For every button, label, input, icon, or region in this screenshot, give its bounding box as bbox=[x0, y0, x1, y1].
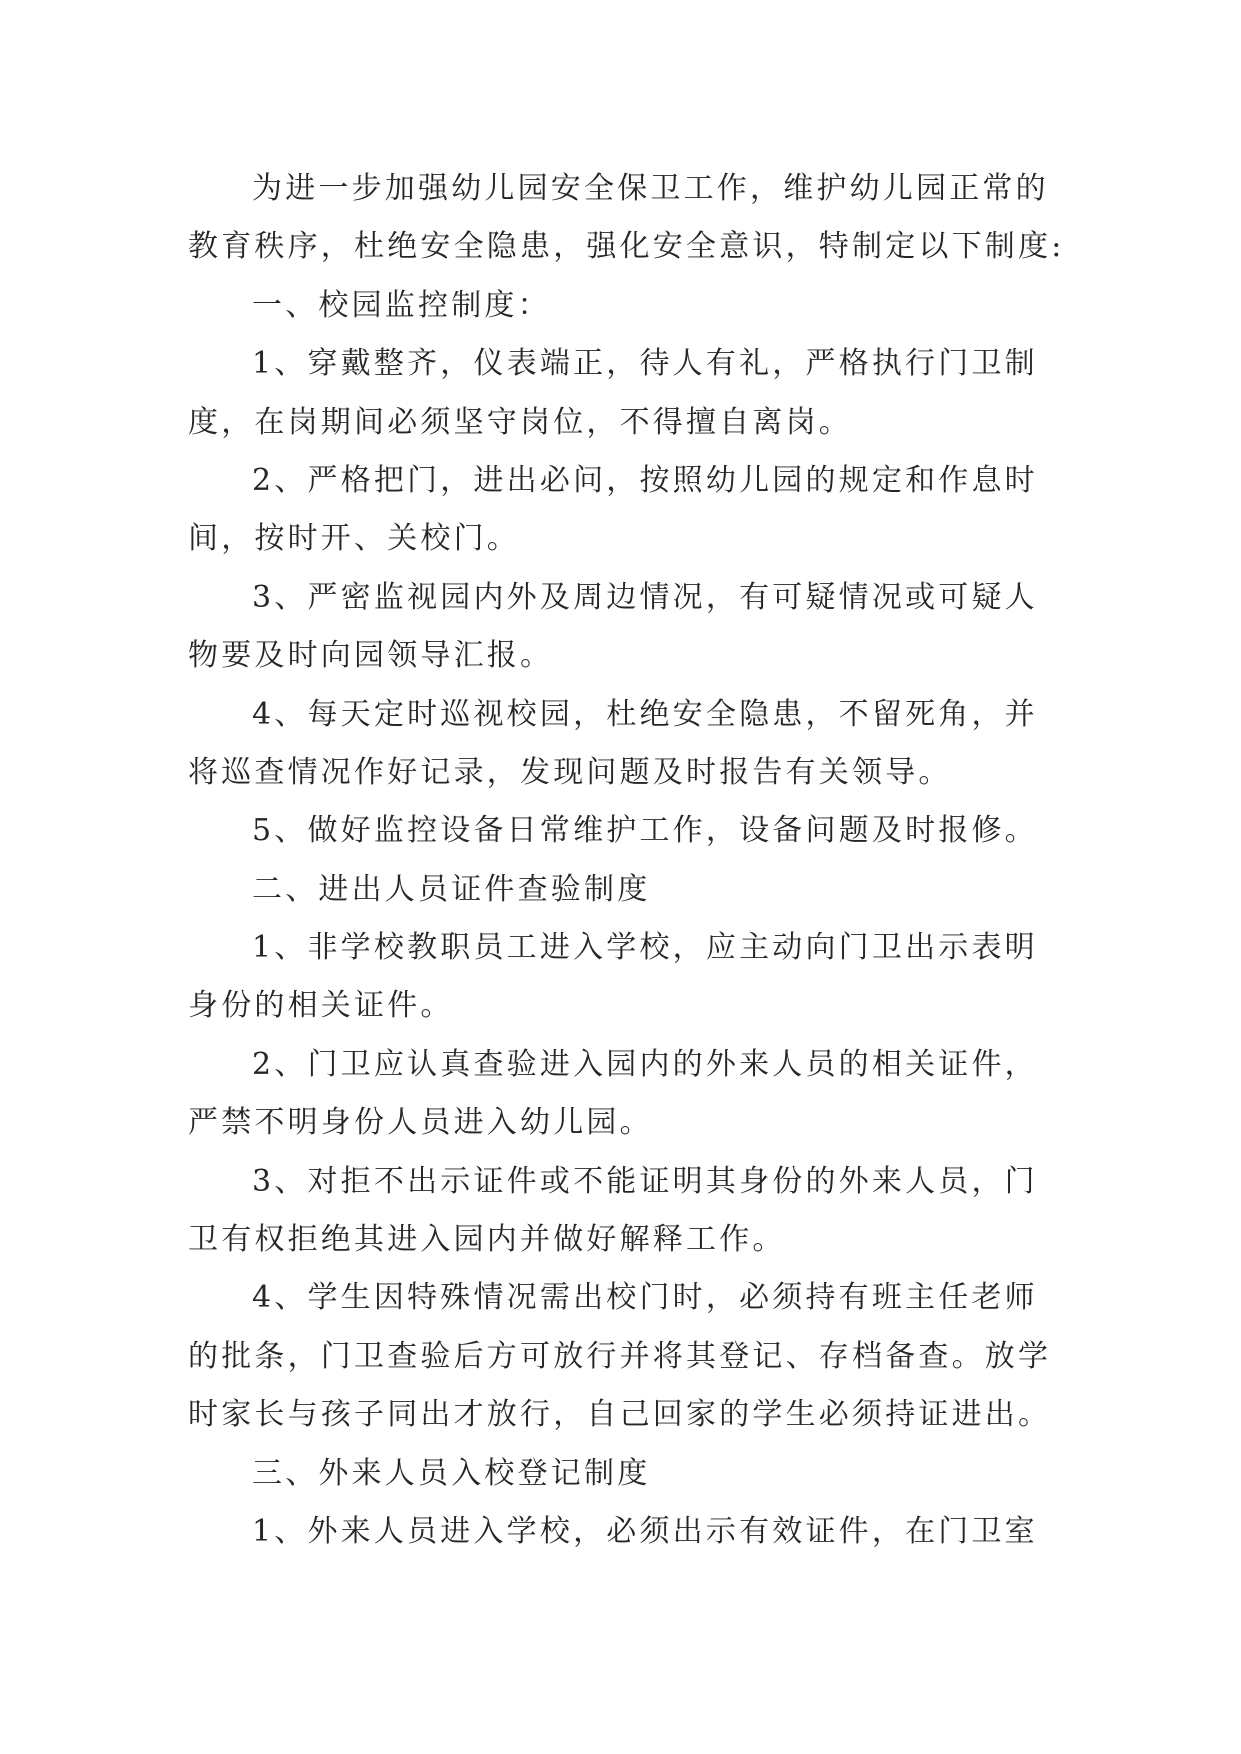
text-line: 1、外来人员进入学校，必须出示有效证件，在门卫室 bbox=[252, 1513, 1038, 1549]
text-line: 身份的相关证件。 bbox=[188, 988, 454, 1024]
text-line: 一、校园监控制度： bbox=[252, 287, 551, 323]
text-line: 三、外来人员入校登记制度 bbox=[252, 1455, 651, 1491]
text-line: 3、对拒不出示证件或不能证明其身份的外来人员，门 bbox=[252, 1163, 1038, 1199]
text-line: 3、严密监视园内外及周边情况，有可疑情况或可疑人 bbox=[252, 579, 1038, 615]
text-line: 度，在岗期间必须坚守岗位，不得擅自离岗。 bbox=[188, 404, 852, 440]
text-line: 1、非学校教职员工进入学校，应主动向门卫出示表明 bbox=[252, 930, 1038, 966]
text-line: 的批条，门卫查验后方可放行并将其登记、存档备查。放学 bbox=[188, 1338, 1052, 1374]
text-line: 2、门卫应认真查验进入园内的外来人员的相关证件， bbox=[252, 1046, 1038, 1082]
text-line: 间，按时开、关校门。 bbox=[188, 521, 520, 557]
text-line: 严禁不明身份人员进入幼儿园。 bbox=[188, 1105, 653, 1141]
document-body bbox=[188, 160, 1065, 1561]
text-line: 1、穿戴整齐，仪表端正，待人有礼，严格执行门卫制 bbox=[252, 346, 1038, 382]
text-line: 为进一步加强幼儿园安全保卫工作，维护幼儿园正常的 bbox=[252, 171, 1049, 206]
text-line: 二、进出人员证件查验制度 bbox=[252, 871, 651, 907]
text-line: 物要及时向园领导汇报。 bbox=[188, 638, 554, 674]
text-line: 教育秩序，杜绝安全隐患，强化安全意识，特制定以下制度: bbox=[188, 229, 1065, 265]
text-line: 时家长与孩子同出才放行，自己回家的学生必须持证进出。 bbox=[188, 1397, 1052, 1433]
text-line: 4、每天定时巡视校园，杜绝安全隐患，不留死角，并 bbox=[252, 696, 1038, 732]
text-line: 2、严格把门，进出必问，按照幼儿园的规定和作息时 bbox=[252, 462, 1038, 498]
text-line: 卫有权拒绝其进入园内并做好解释工作。 bbox=[188, 1222, 786, 1258]
text-line: 4、学生因特殊情况需出校门时，必须持有班主任老师 bbox=[252, 1280, 1038, 1316]
text-line: 5、做好监控设备日常维护工作，设备问题及时报修。 bbox=[252, 813, 1038, 849]
text-line: 将巡查情况作好记录，发现问题及时报告有关领导。 bbox=[188, 754, 952, 790]
